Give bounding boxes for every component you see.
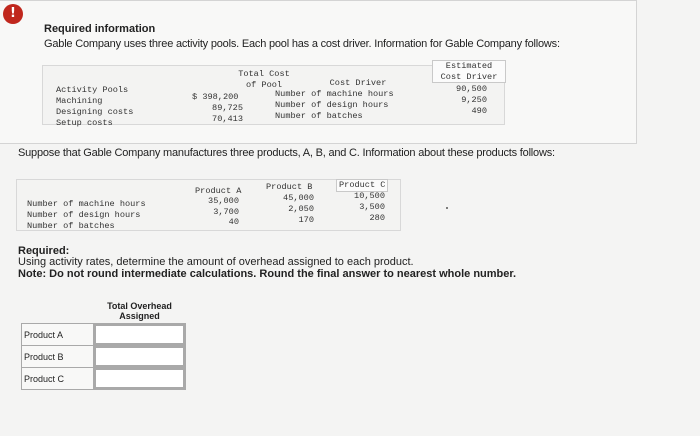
product-a-header: Product A — [195, 186, 242, 196]
product-a-value: 40 — [228, 217, 239, 227]
cost-driver: Number of machine hours — [275, 89, 394, 99]
required-instruction: Using activity rates, determine the amount of overhead assigned to each product. — [18, 256, 414, 268]
table-row — [22, 324, 186, 346]
product-b-header: Product B — [266, 182, 313, 192]
product-b-value: 170 — [298, 215, 314, 225]
product-c-overhead-cell[interactable] — [94, 368, 186, 390]
pool-cost: 70,413 — [212, 114, 243, 124]
product-c-overhead-input[interactable] — [94, 368, 185, 389]
required-note: Note: Do not round intermediate calculations. Round the final answer to nearest whole number. — [18, 268, 517, 280]
pool-name: Setup costs — [56, 118, 113, 128]
section-title: Required information — [44, 23, 156, 35]
product-a-value: 3,700 — [213, 207, 239, 217]
product-a-value: 35,000 — [208, 196, 239, 206]
estimated-driver: 90,500 — [456, 84, 487, 94]
product-c-header: Product C — [336, 179, 388, 192]
table-row — [22, 346, 186, 368]
cost-driver: Number of design hours — [275, 100, 389, 110]
product-a-label: Product A — [22, 324, 94, 346]
total-overhead-header: Total Overhead Assigned — [107, 301, 172, 321]
product-a-overhead-cell[interactable] — [94, 324, 186, 346]
pool-name: Machining — [56, 96, 103, 106]
activity-pools-header: Activity Pools — [56, 85, 129, 95]
answer-table — [21, 300, 186, 390]
product-b-overhead-cell[interactable] — [94, 346, 186, 368]
total-cost-header: Total Cost of Pool — [238, 69, 290, 90]
product-information-table — [16, 179, 401, 231]
stray-dot — [446, 207, 448, 209]
required-information-panel — [0, 0, 637, 144]
required-heading: Required: — [18, 245, 70, 257]
estimated-cost-driver-header: Estimated Cost Driver — [432, 60, 506, 83]
cost-driver-header: Cost Driver — [329, 78, 387, 88]
activity-pools-table — [42, 61, 505, 128]
question-text: Suppose that Gable Company manufactures three products, A, B, and C. Information about these products follows: — [18, 147, 555, 159]
table-row — [22, 368, 186, 390]
product-c-value: 10,500 — [354, 191, 385, 201]
product-c-value: 280 — [369, 213, 385, 223]
pool-cost: $ 398,200 — [192, 92, 239, 102]
alert-icon: ! — [3, 4, 23, 24]
estimated-driver: 9,250 — [461, 95, 487, 105]
product-b-value: 2,050 — [288, 204, 314, 214]
cost-driver: Number of batches — [275, 111, 363, 121]
product-a-overhead-input[interactable] — [94, 324, 185, 345]
product-b-overhead-input[interactable] — [94, 346, 185, 367]
product-b-value: 45,000 — [283, 193, 314, 203]
required-section — [18, 246, 516, 280]
pool-cost: 89,725 — [212, 103, 243, 113]
product-b-label: Product B — [22, 346, 94, 368]
intro-text: Gable Company uses three activity pools. Each pool has a cost driver. Information for Gable Company follows: — [44, 38, 560, 50]
row-label: Number of design hours — [27, 210, 141, 220]
row-label: Number of batches — [27, 221, 115, 231]
product-c-label: Product C — [22, 368, 94, 390]
row-label: Number of machine hours — [27, 199, 146, 209]
pool-name: Designing costs — [56, 107, 134, 117]
estimated-driver: 490 — [471, 106, 487, 116]
product-c-value: 3,500 — [359, 202, 385, 212]
